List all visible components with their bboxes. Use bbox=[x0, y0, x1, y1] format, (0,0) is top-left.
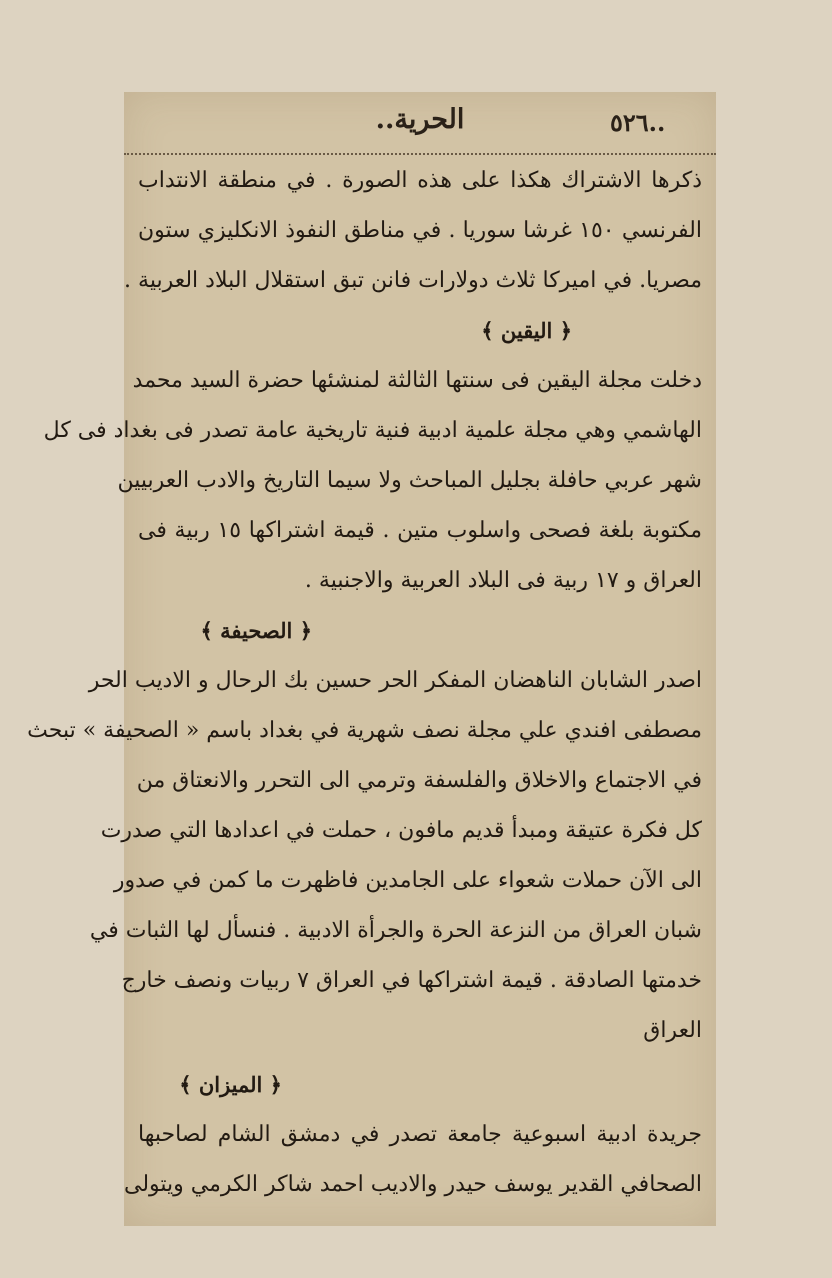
text-line: مصطفى افندي علي مجلة نصف شهرية في بغداد باسم « الصحيفة » تبحث bbox=[27, 718, 702, 743]
text-line: مصريا. في اميركا ثلاث دولارات فانن تبق استقلال البلاد العربية . bbox=[124, 268, 702, 293]
text-line: العراق و ١٧ ربية فى البلاد العربية والاجنبية . bbox=[304, 568, 702, 593]
text-line: خدمتها الصادقة . قيمة اشتراكها في العراق ٧ ربيات ونصف خارج bbox=[121, 968, 702, 993]
text-line: في الاجتماع والاخلاق والفلسفة وترمي الى التحرر والانعتاق من bbox=[136, 768, 702, 793]
section-heading-mizan: ﴿ الميزان ﴾ bbox=[179, 1072, 282, 1097]
text-line: جريدة ادبية اسبوعية جامعة تصدر في دمشق الشام لصاحبها bbox=[138, 1122, 702, 1147]
text-line: ذكرها الاشتراك هكذا على هذه الصورة . في منطقة الانتداب bbox=[138, 168, 702, 193]
text-line: دخلت مجلة اليقين فى سنتها الثالثة لمنشئها حضرة السيد محمد bbox=[132, 368, 702, 393]
text-line: اصدر الشابان الناهضان المفكر الحر حسين بك الرحال و الاديب الحر bbox=[88, 668, 702, 693]
text-line: كل فكرة عتيقة ومبدأ قديم مافون ، حملت في اعدادها التي صدرت bbox=[100, 818, 702, 843]
text-line: شبان العراق من النزعة الحرة والجرأة الادبية . فنسأل لها الثبات في bbox=[89, 918, 702, 943]
section-heading-sahifa: ﴿ الصحيفة ﴾ bbox=[200, 618, 312, 643]
page-body bbox=[27, 156, 702, 1210]
text-line: العراق bbox=[643, 1018, 702, 1043]
text-line: الى الآن حملات شعواء على الجامدين فاظهرت ما كمن في صدور bbox=[113, 868, 702, 893]
page-number: ..٥٢٦ bbox=[610, 108, 666, 137]
text-line: الهاشمي وهي مجلة علمية ادبية فنية تاريخية عامة تصدر فى بغداد فى كل bbox=[43, 418, 702, 443]
page-header bbox=[124, 102, 716, 146]
text-line: الصحافي القدير يوسف حيدر والاديب احمد شاكر الكرمي ويتولى bbox=[123, 1172, 702, 1197]
text-line: شهر عربي حافلة بجليل المباحث ولا سيما التاريخ والادب العربيين bbox=[117, 468, 702, 493]
running-title: الحرية.. bbox=[375, 104, 465, 135]
text-line: مكتوبة بلغة فصحى واسلوب متين . قيمة اشتراكها ١٥ ربية فى bbox=[138, 518, 702, 543]
header-divider bbox=[124, 153, 716, 155]
text-line: الفرنسي ١٥٠ غرشا سوريا . في مناطق النفوذ الانكليزي ستون bbox=[138, 218, 702, 243]
section-heading-yaqin: ﴿ اليقين ﴾ bbox=[481, 318, 572, 343]
book-page bbox=[27, 92, 716, 1226]
